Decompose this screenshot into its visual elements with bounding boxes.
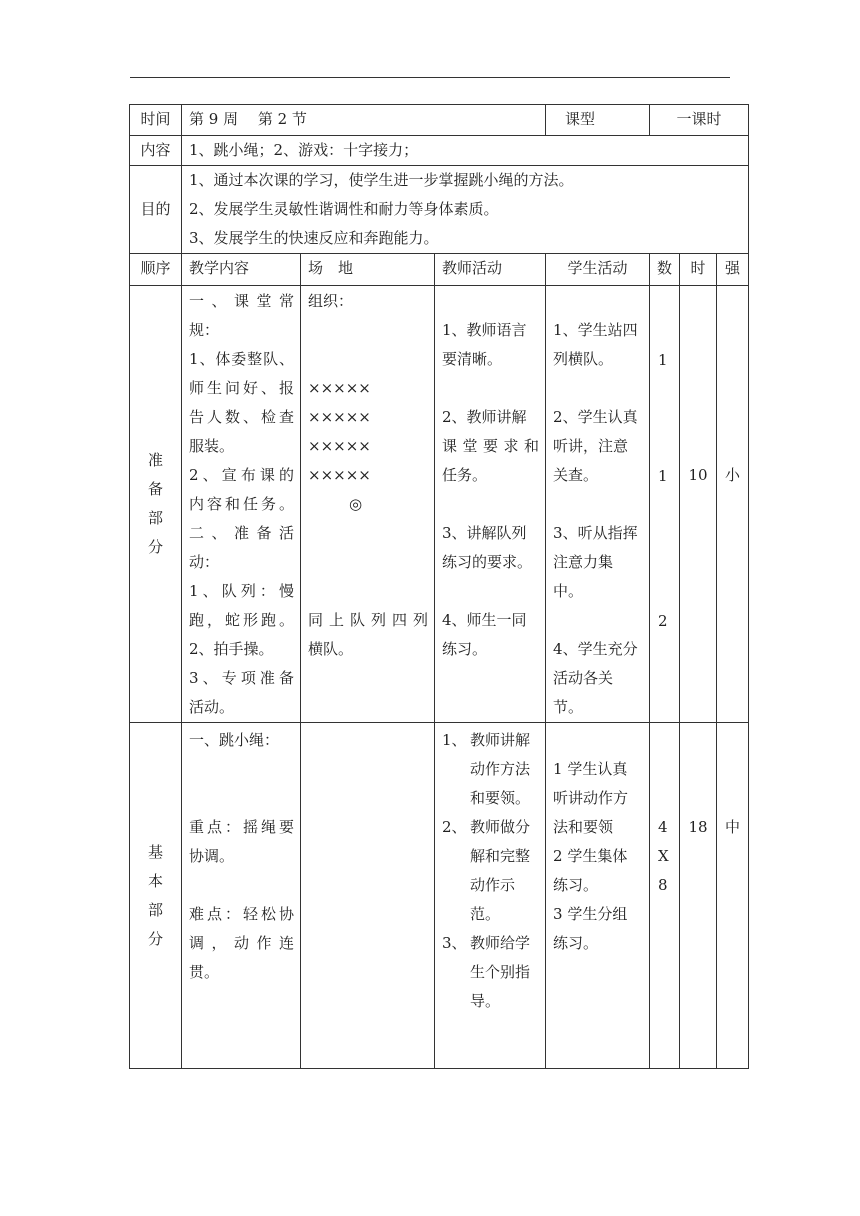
count-value: 1 (658, 351, 668, 369)
formation-row: ××××× (308, 466, 371, 484)
venue-label: 组织： (308, 292, 354, 310)
student-line: 练习。 (553, 934, 599, 952)
teacher-line: 任务。 (442, 466, 488, 484)
basic-count (650, 723, 680, 1069)
teacher-line: 解和完整 (470, 847, 531, 865)
type-value: 一课时 (650, 105, 749, 136)
formation-row: ××××× (308, 437, 371, 455)
order-char: 分 (147, 929, 163, 948)
goal-item: 2、发展学生灵敏性谐调性和耐力等身体素质。 (189, 200, 499, 218)
content-line: 规： (189, 321, 220, 339)
teacher-step (442, 726, 545, 813)
content-line: 2、拍手操。 (189, 640, 274, 658)
student-line: 2、学生认真 (553, 408, 638, 426)
step-number: 3、 (442, 934, 467, 952)
prep-order (130, 286, 182, 723)
time-label: 时间 (130, 105, 182, 136)
header-rule (130, 77, 730, 78)
col-teacher: 教师活动 (435, 254, 546, 286)
basic-student (546, 723, 650, 1069)
venue-note: 横队。 (308, 640, 354, 658)
content-line: 内容和任务。 (189, 495, 294, 513)
type-label: 课型 (565, 110, 596, 128)
prep-content (182, 286, 301, 723)
student-line: 关查。 (553, 466, 599, 484)
order-char: 分 (147, 538, 163, 556)
student-line: 注意力集 (553, 553, 614, 571)
content-line: 活动。 (189, 698, 235, 716)
content-label: 内容 (130, 136, 182, 166)
teacher-line: 教师做分 (470, 818, 531, 836)
col-order: 顺序 (130, 254, 182, 286)
teacher-line: 生个别指 (470, 963, 531, 981)
basic-teacher (435, 723, 546, 1069)
teacher-line: 1、教师语言 (442, 321, 527, 339)
step-number: 2、 (442, 818, 467, 836)
student-line: 1 学生认真 (553, 760, 628, 778)
teacher-line: 3、讲解队列 (442, 524, 527, 542)
key-point-line: 协调。 (189, 847, 235, 865)
goal-item: 3、发展学生的快速反应和奔跑能力。 (189, 229, 439, 247)
prep-time: 10 (680, 286, 717, 723)
student-line: 4、学生充分 (553, 640, 638, 658)
prep-teacher (435, 286, 546, 723)
prep-intensity: 小 (717, 286, 749, 723)
col-intensity: 强 (717, 254, 749, 286)
goal-item: 1、通过本次课的学习，使学生进一步掌握跳小绳的方法。 (189, 171, 574, 189)
count-value: 1 (658, 467, 668, 485)
teacher-step (442, 813, 545, 929)
content-line: 3、专项准备 (189, 669, 294, 687)
teacher-line: 动作方法 (470, 760, 531, 778)
content-line: 1、体委整队、 (189, 350, 294, 368)
prep-student (546, 286, 650, 723)
goals-label: 目的 (130, 166, 182, 254)
count-value: 2 (658, 612, 668, 630)
content-line: 2、宣布课的 (189, 466, 294, 484)
content-line: 跑，蛇形跑。 (189, 611, 294, 629)
order-char: 基 (147, 842, 163, 861)
prep-count (650, 286, 680, 723)
teacher-line: 和要领。 (470, 789, 531, 807)
content-line: 师生问好、报 (189, 379, 294, 397)
column-header-row (130, 254, 749, 286)
student-line: 1、学生站四 (553, 321, 638, 339)
col-content: 教学内容 (182, 254, 301, 286)
student-line: 法和要领 (553, 818, 614, 836)
difficulty-line: 难点：轻松协 (189, 905, 294, 923)
basic-row (130, 723, 749, 1069)
teacher-line: 课堂要求和 (442, 437, 540, 455)
week-section: 第 9 周 第 2 节 (182, 105, 546, 136)
student-line: 听讲，注意 (553, 437, 629, 455)
count-value: X (658, 847, 669, 865)
teacher-line: 2、教师讲解 (442, 408, 527, 426)
goals-list (182, 166, 749, 254)
col-venue: 场 地 (301, 254, 435, 286)
student-line: 听讲动作方 (553, 789, 629, 807)
content-line: 动： (189, 553, 220, 571)
prep-venue (301, 286, 435, 723)
teacher-position-icon: ◎ (349, 495, 363, 513)
content-line: 服装。 (189, 437, 235, 455)
teacher-line: 教师讲解 (470, 731, 531, 749)
key-point-line: 重点：摇绳要 (189, 818, 294, 836)
count-value: 8 (658, 876, 668, 894)
teacher-line: 范。 (470, 905, 501, 923)
content-line: 1、队列：慢 (189, 582, 294, 600)
content-line: 二、准备活 (189, 524, 294, 542)
basic-intensity: 中 (717, 723, 749, 1069)
student-line: 列横队。 (553, 350, 614, 368)
col-time: 时 (680, 254, 717, 286)
student-line: 3 学生分组 (553, 905, 628, 923)
formation-row: ××××× (308, 379, 371, 397)
order-char: 准 (147, 451, 163, 469)
teacher-line: 练习的要求。 (442, 553, 533, 571)
teacher-line: 4、师生一同 (442, 611, 527, 629)
step-number: 1、 (442, 731, 467, 749)
content-text: 1、跳小绳；2、游戏：十字接力； (182, 136, 749, 166)
content-line: 告人数、检查 (189, 408, 294, 426)
order-char: 本 (147, 871, 163, 890)
student-line: 3、听从指挥 (553, 524, 638, 542)
teacher-line: 教师给学 (470, 934, 531, 952)
teacher-step (442, 929, 545, 1016)
teacher-line: 要清晰。 (442, 350, 503, 368)
content-line: 一、课堂常 (189, 292, 294, 310)
difficulty-line: 调，动作连 (189, 934, 294, 952)
formation-row: ××××× (308, 408, 371, 426)
student-line: 节。 (553, 698, 584, 716)
content-title: 一、跳小绳： (189, 731, 280, 749)
basic-venue (301, 723, 435, 1069)
teacher-line: 导。 (470, 992, 501, 1010)
difficulty-line: 贯。 (189, 963, 220, 981)
type-label-cell (546, 105, 650, 136)
count-value: 4 (658, 818, 668, 836)
prep-row (130, 286, 749, 723)
student-line: 练习。 (553, 876, 599, 894)
order-char: 部 (147, 509, 163, 527)
order-char: 部 (147, 900, 163, 919)
basic-order (130, 723, 182, 1069)
teacher-line: 动作示 (470, 876, 516, 894)
goals-row (130, 166, 749, 254)
basic-time: 18 (680, 723, 717, 1069)
content-row (130, 136, 749, 166)
venue-note: 同上队列四列 (308, 611, 428, 629)
header-row (130, 105, 749, 136)
col-student: 学生活动 (546, 254, 650, 286)
student-line: 活动各关 (553, 669, 614, 687)
order-char: 备 (147, 480, 163, 498)
student-line: 中。 (553, 582, 584, 600)
basic-content (182, 723, 301, 1069)
student-line: 2 学生集体 (553, 847, 628, 865)
lesson-plan-table (129, 104, 749, 1069)
col-count: 数 (650, 254, 680, 286)
teacher-line: 练习。 (442, 640, 488, 658)
